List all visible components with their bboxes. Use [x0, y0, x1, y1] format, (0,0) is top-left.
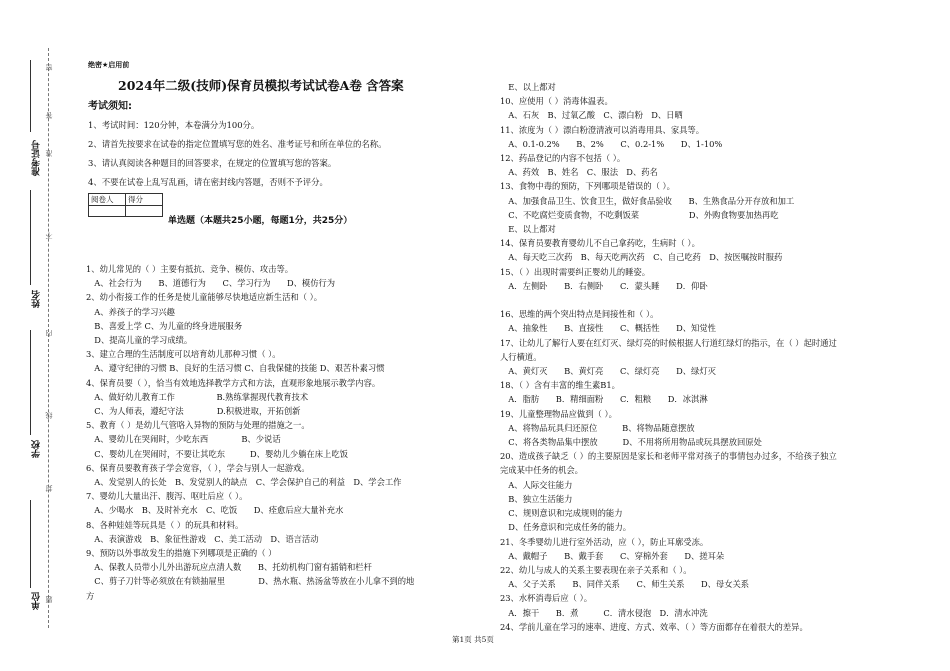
question-line: 9、预防以外事故发生的措施下列哪项是正确的（ ）	[86, 548, 277, 559]
question-line: A、抽象性 B、直接性 C、概括性 D、知觉性	[500, 323, 716, 334]
sidebar-label-school: 学校	[32, 440, 42, 458]
question-line: A．脂肪 B．精细面粉 C．粗粮 D．冰淇淋	[500, 394, 708, 405]
question-line	[500, 293, 920, 307]
sidebar-label-name: 姓名	[32, 290, 42, 308]
question-line: A、药效 B、姓名 C、服法 D、药名	[500, 167, 658, 178]
question-line: A．左侧卧 B．右侧卧 C．蒙头睡 D．仰卧	[500, 280, 708, 291]
question-line: C、规则意识和完成规则的能力	[500, 508, 623, 519]
reviewer-blank[interactable]	[89, 206, 126, 217]
question-line: A、将物品玩具归还原位 B、将物品随意摆放	[500, 422, 695, 433]
question-line: B、独立生活能力	[500, 493, 573, 504]
question-line: 15、（ ）出现时需要纠正婴幼儿的睡姿。	[500, 266, 651, 277]
question-line: A、发觉别人的长处 B、发觉别人的缺点 C、学会保护自己的利益 D、学会工作	[86, 477, 402, 488]
question-line: 3、建立合理的生活制度可以培育幼儿那种习惯（ ）。	[86, 349, 281, 360]
question-line: A、0.1-0.2% B、2% C、0.2-1% D、1-10%	[500, 138, 723, 149]
question-line: 14、保育员要教育婴幼儿不自己拿药吃，生病时（ ）。	[500, 238, 700, 249]
question-line: A、保教人员带小儿外出游玩应点清人数 B、托幼机构门窗有插销和栏杆	[86, 562, 372, 573]
seal-mark: 答	[45, 112, 53, 119]
question-line: 人行横道。	[500, 351, 542, 362]
question-line: A、做好幼儿教育工作 B.熟练掌握现代教育技术	[86, 391, 309, 402]
notes-heading: 考试须知:	[88, 101, 132, 112]
score-blank[interactable]	[126, 206, 163, 217]
score-table	[88, 193, 163, 217]
page-footer: 第1页 共5页	[452, 635, 494, 644]
question-line: A、少喝水 B、及时补充水 C、吃饭 D、痊愈后应大量补充水	[86, 505, 344, 516]
note-item: 3、请认真阅读各种题目的回答要求，在规定的位置填写您的答案。	[88, 158, 337, 168]
score-cell: 得分	[126, 194, 163, 206]
question-line: A、黄灯灭 B、黄灯亮 C、绿灯亮 D、绿灯灭	[500, 366, 716, 377]
question-line: B、喜爱上学 C、为儿童的终身进展服务	[86, 320, 243, 331]
reviewer-cell: 阅卷人	[89, 194, 126, 206]
question-line: 17、让幼儿了解行人要在红灯灭、绿灯亮的时候根据人行道红绿灯的指示，在（ ）起时通过	[500, 337, 837, 348]
unit-blank	[30, 500, 31, 588]
question-line: 8、各种娃娃等玩具是（ ）的玩具和材料。	[86, 519, 244, 530]
question-line: A、社会行为 B、道德行为 C、学习行为 D、模仿行为	[86, 278, 336, 289]
question-line: 完成某中任务的机会。	[500, 465, 583, 476]
question-line: 12、药品登记的内容不包括（ ）。	[500, 153, 626, 164]
seal-mark: 内	[45, 330, 53, 337]
question-line: 21、冬季婴幼儿进行室外活动，应（ ），防止耳廓受冻。	[500, 536, 709, 547]
question-line: 10、应使用（ ）消毒体温表。	[500, 96, 613, 107]
question-line: A、石灰 B、过氧乙酸 C、漂白粉 D、日晒	[500, 110, 683, 121]
school-blank	[30, 330, 31, 435]
seal-mark: 线	[45, 412, 53, 419]
seal-mark: 密	[45, 64, 53, 71]
question-line: 13、食物中毒的预防，下列哪项是错误的（ ）。	[500, 181, 675, 192]
question-line: C、为人师表，遵纪守法 D.积极进取，开拓创新	[86, 406, 301, 417]
question-line: A、表演游戏 B、象征性游戏 C、美工活动 D、语言活动	[86, 533, 319, 544]
question-line: A、人际交往能力	[500, 479, 573, 490]
question-line: 5、教育（ ）是幼儿气管咯入异物的预防与处理的措施之一。	[86, 420, 310, 431]
question-line: E、以上都对	[500, 224, 556, 235]
seal-mark: 不	[45, 232, 53, 239]
question-line: 24、学前儿童在学习的速率、进度、方式、效率、（ ）等方面都存在着很大的差异。	[500, 621, 808, 632]
question-line: C、剪子刀针等必须放在有锁抽屉里 D、热水瓶、热汤盆等放在小儿拿不到的地	[86, 576, 415, 587]
question-line: A、戴帽子 B、戴手套 C、穿棉外套 D、搓耳朵	[500, 550, 725, 561]
question-line: 1、幼儿常见的（ ）主要有抵抗、竞争、模仿、攻击等。	[86, 264, 294, 274]
question-line: 18、（ ）含有丰富的维生素B1。	[500, 380, 620, 391]
question-line: A、每天吃三次药 B、每天吃两次药 C、自己吃药 D、按医嘱按时服药	[500, 252, 783, 263]
exam-number-blank	[30, 60, 31, 132]
section-title: 单选题（本题共25小题，每题1分，共25分）	[168, 216, 353, 226]
page-title: 2024年二级(技师)保育员模拟考试试卷A卷 含答案	[118, 78, 404, 93]
question-line: C、将各类物品集中摆放 D、不用将所用物品或玩具摆放回原处	[500, 437, 762, 448]
question-line: 2、幼小衔接工作的任务是使儿童能够尽快地适应新生活和（ ）。	[86, 292, 323, 303]
question-line: 11、浓度为（ ）漂白粉澄清液可以消毒用具、家具等。	[500, 124, 705, 135]
question-line: E、以上都对	[500, 82, 556, 92]
secret-label: 绝密★启用前	[88, 61, 130, 69]
question-line: D、任务意识和完成任务的能力。	[500, 522, 632, 533]
right-question-column	[500, 80, 920, 634]
question-line: A、养孩子的学习兴趣	[86, 306, 175, 317]
seal-mark: 题	[45, 596, 53, 603]
note-item: 4、不要在试卷上乱写乱画，请在密封线内答题，否则不予评分。	[88, 177, 328, 187]
question-line: C、婴幼儿在哭闹时，不要让其吃东 D、婴幼儿少躺在床上吃饭	[86, 448, 348, 459]
question-line: 16、思维的两个突出特点是间接性和（ ）。	[500, 309, 659, 320]
question-line: 22、幼儿与成人的关系主要表现在亲子关系和（ ）。	[500, 564, 692, 575]
question-line: A．擦干 B．煮 C．清水侵泡 D．清水冲洗	[500, 607, 708, 618]
question-line: 20、造成孩子缺乏（ ）的主要原因是家长和老师平常对孩子的事情包办过多，不给孩子独立	[500, 451, 837, 462]
sidebar-label-exam-number: 准考证号	[32, 140, 42, 176]
question-line: D、提高儿童的学习成绩。	[86, 335, 193, 346]
question-line: 6、保育员要教育孩子学会宽容，（ ），学会与别人一起游戏。	[86, 462, 310, 473]
seal-mark: 准	[45, 150, 53, 157]
seal-mark: 封	[45, 485, 53, 492]
left-question-column	[86, 262, 496, 603]
question-line: 4、保育员要（ ），恰当有效地选择教学方式和方法，直观形象地展示教学内容。	[86, 377, 381, 388]
sidebar-label-unit: 单位	[32, 592, 42, 610]
question-line: 23、水杯消毒后应（ ）。	[500, 593, 593, 604]
question-line: A、婴幼儿在哭闹时，少吃东西 B、少说话	[86, 434, 281, 445]
question-line: C、不吃腐烂变质食物，不吃剩饭菜 D、外购食物要加热再吃	[500, 209, 779, 220]
note-item: 2、请首先按要求在试卷的指定位置填写您的姓名、准考证号和所在单位的名称。	[88, 139, 387, 149]
name-blank	[30, 190, 31, 285]
question-line: 7、婴幼儿大量出汗、腹泻、呕吐后应（ ）。	[86, 491, 248, 502]
question-line: A、父子关系 B、同伴关系 C、师生关系 D、母女关系	[500, 579, 750, 590]
question-line: A、遵守纪律的习惯 B、良好的生活习惯 C、自我保健的技能 D、艰苦朴素习惯	[86, 363, 385, 374]
question-line: 方	[86, 590, 95, 601]
question-line: A、加强食品卫生、饮食卫生，做好食品验收 B、生熟食品分开存放和加工	[500, 195, 795, 206]
note-item: 1、考试时间：120分钟，本卷满分为100分。	[88, 120, 260, 130]
seal-line	[48, 48, 49, 628]
question-line: 19、儿童整理物品应做到（ ）。	[500, 408, 617, 419]
